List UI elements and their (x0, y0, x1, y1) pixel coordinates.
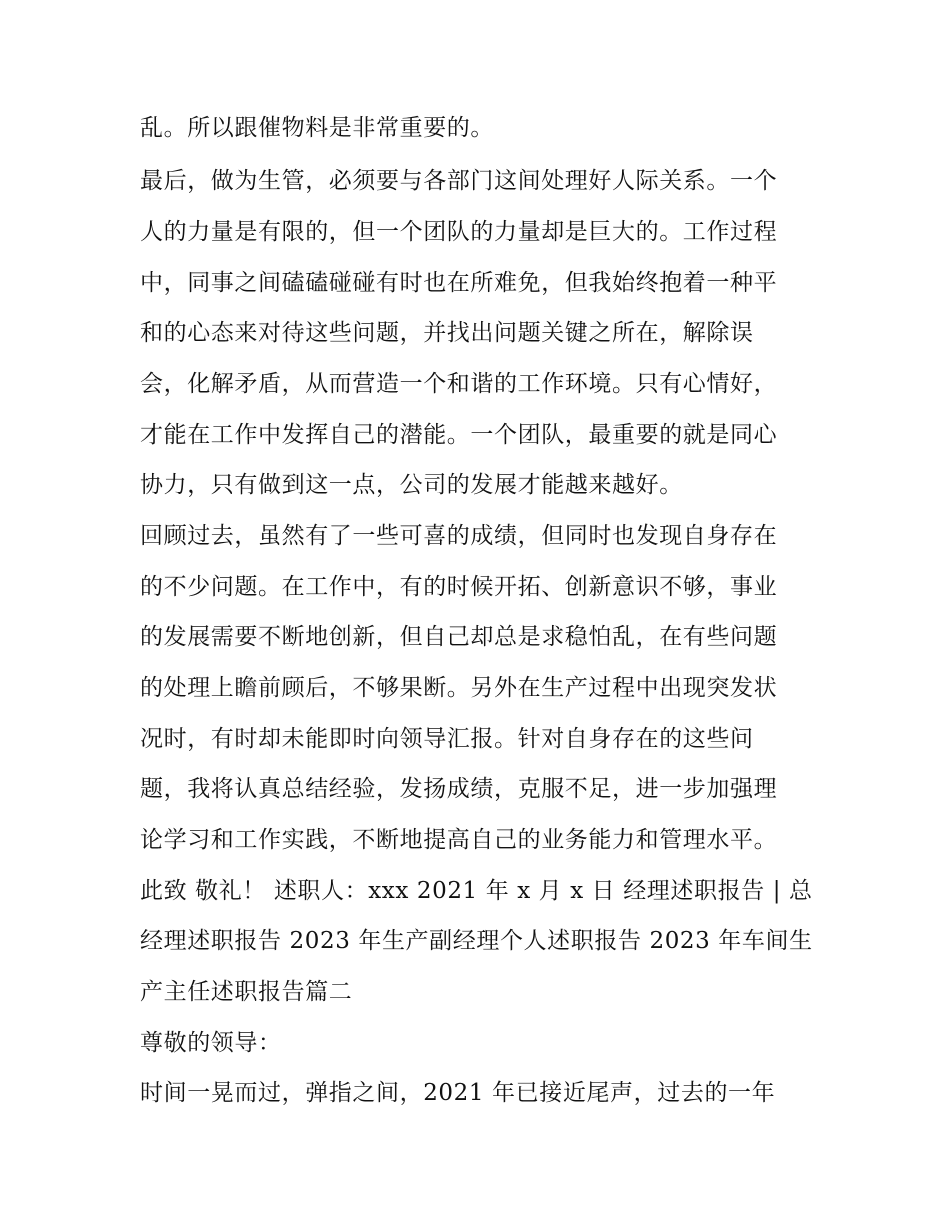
text-line: 才能在工作中发挥自己的潜能。一个团队，最重要的就是同心 (140, 422, 778, 448)
text-line: 论学习和工作实践，不断地提高自己的业务能力和管理水平。 (140, 827, 778, 853)
text-line: 会，化解矛盾，从而营造一个和谐的工作环境。只有心情好， (140, 371, 778, 397)
text-line: 产主任述职报告篇二 (140, 979, 353, 1005)
text-line: 此致 敬礼！ 述职人：xxx 2021 年 x 月 x 日 经理述职报告 | 总 (140, 878, 813, 904)
text-line: 回顾过去，虽然有了一些可喜的成绩，但同时也发现自身存在 (140, 523, 778, 549)
text-line: 人的力量是有限的，但一个团队的力量却是巨大的。工作过程 (140, 219, 778, 245)
text-line: 乱。所以跟催物料是非常重要的。 (140, 115, 494, 141)
text-line: 中，同事之间磕磕碰碰有时也在所难免，但我始终抱着一种平 (140, 270, 778, 296)
text-line: 经理述职报告 2023 年生产副经理个人述职报告 2023 年车间生 (140, 928, 813, 954)
text-line: 时间一晃而过，弹指之间，2021 年已接近尾声，过去的一年 (140, 1080, 776, 1106)
text-line: 协力，只有做到这一点，公司的发展才能越来越好。 (140, 472, 683, 498)
text-line: 题，我将认真总结经验，发扬成绩，克服不足，进一步加强理 (140, 776, 778, 802)
text-line: 的处理上瞻前顾后，不够果断。另外在生产过程中出现突发状 (140, 675, 778, 701)
text-line: 的不少问题。在工作中，有的时候开拓、创新意识不够，事业 (140, 574, 778, 600)
text-line: 尊敬的领导： (140, 1030, 282, 1056)
text-line: 最后，做为生管，必须要与各部门这间处理好人际关系。一个 (140, 168, 778, 194)
text-line: 的发展需要不断地创新，但自己却总是求稳怕乱，在有些问题 (140, 624, 778, 650)
text-line: 和的心态来对待这些问题，并找出问题关键之所在，解除误 (140, 320, 754, 346)
text-line: 况时，有时却未能即时向领导汇报。针对自身存在的这些问 (140, 726, 754, 752)
